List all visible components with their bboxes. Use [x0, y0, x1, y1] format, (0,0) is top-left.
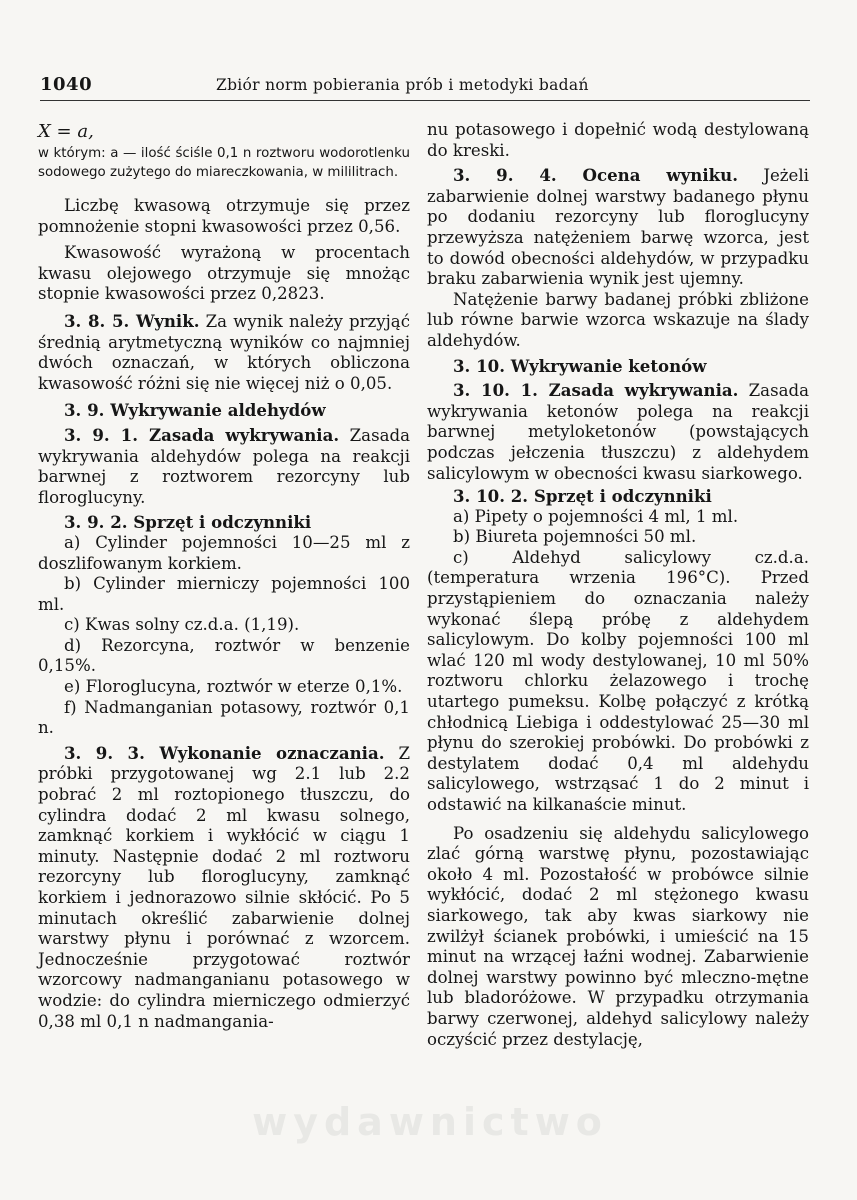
section-3-9-1	[38, 425, 410, 508]
list-item-salicylaldehyde: c) Aldehyd salicylowy cz.d.a. (temperatura wrzenia 196°C). Przed przystąpieniem do oznaczania należy wykonać ślepą próbę z aldehydem salicylowym. Do kolby pojemności 100 ml wlać 120 ml wody destylowanej, 10 ml 50% roztworu chlorku żelazowego i trochę utartego pumeksu. Kolbę połączyć z krótką chłodnicą Liebiga i oddestylować 25—30 ml płynu do szerokiej probówki. Do probówki z destylatem dodać 0,4 ml aldehydu salicylowego, wstrząsać 1 do 2 minut i odstawić na kilkanaście minut.	[427, 547, 809, 814]
list-item-f: f) Nadmanganian potasowy, roztwór 0,1 n.	[38, 697, 410, 738]
section-3-8-5-label: 3. 8. 5. Wynik.	[64, 310, 200, 331]
continuation-text: nu potasowego i dopełnić wodą destylowaną do kreski.	[427, 120, 809, 160]
section-3-8-5-text: Za wynik należy przyjąć średnią arytmetyczną wyników co najmniej dwóch oznaczań, w których obliczona kwasowość różni się nie więcej niż o 0,05.	[38, 311, 410, 393]
paragraph-acid-number: Liczbę kwasową otrzymuje się przez pomnożenie stopni kwasowości przez 0,56.	[38, 196, 410, 236]
section-3-9-3-label: 3. 9. 3. Wykonanie oznaczania.	[64, 742, 385, 763]
page-number: 1040	[40, 74, 93, 95]
section-3-9-1-label: 3. 9. 1. Zasada wykrywania.	[64, 424, 340, 445]
section-3-9-4	[427, 165, 809, 290]
list-item-pipettes: a) Pipety o pojemności 4 ml, 1 ml.	[453, 506, 739, 526]
left-column	[38, 120, 410, 1032]
header-rule	[40, 100, 810, 101]
paragraph-intensity: Natężenie barwy badanej próbki zbliżone lub równe barwie wzorca wskazuje na ślady aldehydów.	[427, 289, 809, 350]
section-3-10-heading: 3. 10. Wykrywanie ketonów	[453, 355, 707, 376]
section-3-8-5	[38, 311, 410, 394]
list-item-d: d) Rezorcyna, roztwór w benzenie 0,15%.	[38, 635, 410, 676]
paragraph-after-settling: Po osadzeniu się aldehydu salicylowego zlać górną warstwę płynu, pozostawiając około 4 ml. Pozostałość w probówce silnie wykłócić, dodać 2 ml stężonego kwasu siarkowego, tak aby kwas siarkowy nie zwilżył ścianek probówki, i umieścić na 15 minut na wrzącej łaźni wodnej. Zabarwienie dolnej warstwy powinno być mleczno-mętne lub bladoróżowe. W przypadku otrzymania barwy czerwonej, aldehyd salicylowy należy oczyścić przez destylację,	[427, 823, 809, 1049]
section-3-10-2-heading: 3. 10. 2. Sprzęt i odczynniki	[453, 486, 712, 507]
list-item-e: e) Floroglucyna, roztwór w eterze 0,1%.	[64, 677, 403, 697]
section-3-10-1-label: 3. 10. 1. Zasada wykrywania.	[453, 380, 739, 401]
formula-note: w którym: a — ilość ściśle 0,1 n roztworu wodorotlenku sodowego zużytego do miareczkowania, w mililitrach.	[38, 146, 410, 180]
list-item-c: c) Kwas solny cz.d.a. (1,19).	[64, 615, 300, 635]
section-3-9-4-label: 3. 9. 4. Ocena wyniku.	[453, 165, 738, 186]
right-column	[427, 120, 809, 1050]
formula: X = a,	[38, 121, 94, 142]
paragraph-oleic-acid: Kwasowość wyrażoną w procentach kwasu olejowego otrzymuje się mnożąc stopnie kwasowości przez 0,2823.	[38, 243, 410, 304]
section-3-10-1	[427, 380, 809, 484]
section-3-9-3	[38, 743, 410, 1032]
running-title: Zbiór norm pobierania prób i metodyki badań	[216, 76, 589, 94]
section-3-9-2-heading: 3. 9. 2. Sprzęt i odczynniki	[64, 512, 312, 533]
section-3-9-1-text: Zasada wykrywania aldehydów polega na reakcji barwnej z roztworem rezorcyny lub floroglucyny.	[38, 425, 410, 507]
section-3-9-4-text: Jeżeli zabarwienie dolnej warstwy badanego płynu po dodaniu rezorcyny lub floroglucyny przewyższa natężeniem barwę wzorca, jest to dowód obecności aldehydów, w przypadku braku zabarwienia wynik jest ujemny.	[427, 166, 809, 289]
list-item-b: b) Cylinder mierniczy pojemności 100 ml.	[38, 574, 410, 614]
section-3-10-1-text: Zasada wykrywania ketonów polega na reakcji barwnej metyloketonów (powstających podczas jełczenia tłuszczu) z aldehydem salicylowym w obecności kwasu siarkowego.	[427, 381, 809, 483]
section-3-9-heading: 3. 9. Wykrywanie aldehydów	[64, 400, 326, 421]
watermark: wydawnictwo	[252, 1100, 608, 1144]
list-item-burette: b) Biureta pojemności 50 ml.	[453, 527, 697, 547]
list-item-a: a) Cylinder pojemności 10—25 ml z doszlifowanym korkiem.	[38, 532, 410, 573]
section-3-9-3-text: Z próbki przygotowanej wg 2.1 lub 2.2 pobrać 2 ml roztopionego tłuszczu, do cylindra dodać 2 ml kwasu solnego, zamknąć korkiem i wykłócić w ciągu 1 minuty. Następnie dodać 2 ml roztworu rezorcyny lub floroglucyny, zamknąć korkiem i jednorazowo silnie skłócić. Po 5 minutach określić zabarwienie dolnej warstwy płynu i porównać z wzorcem. Jednocześnie przygotować roztwór wzorcowy nadmanganianu potasowego w wodzie: do cylindra mierniczego odmierzyć 0,38 ml 0,1 n nadmanganiа-	[38, 743, 411, 1031]
